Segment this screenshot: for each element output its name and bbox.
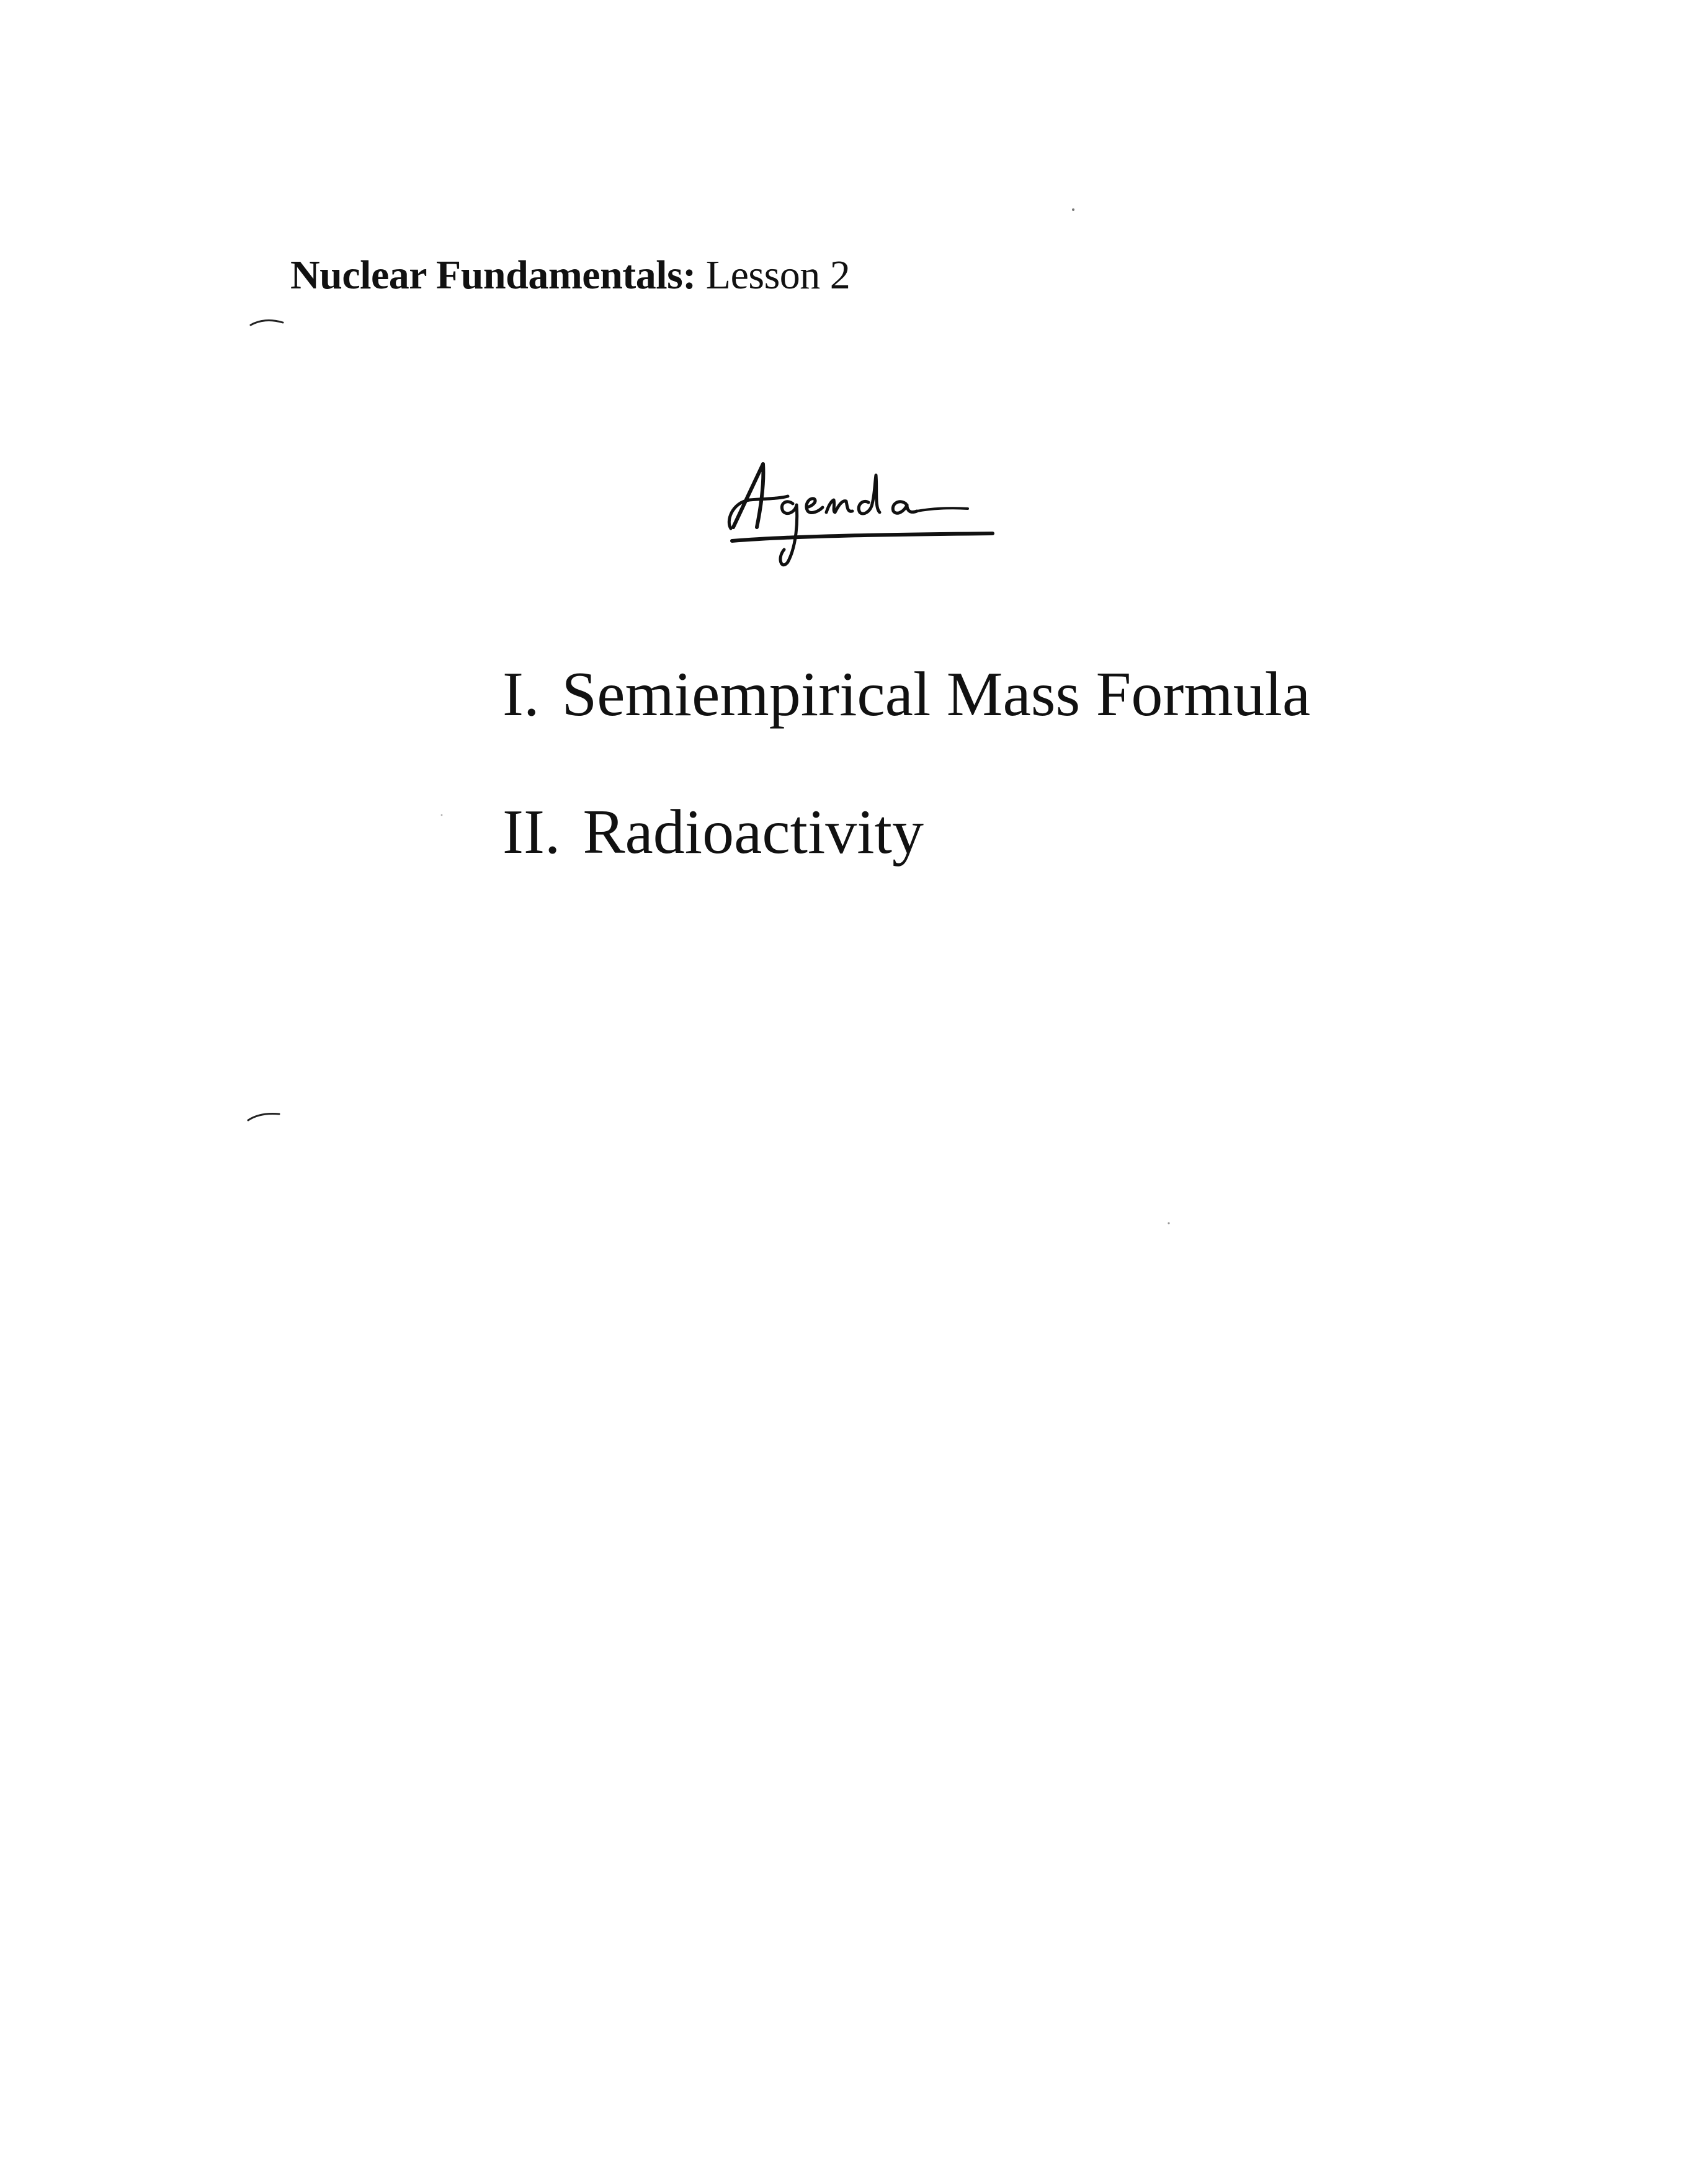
agenda-item-title: Semiempirical Mass Formula: [561, 659, 1311, 729]
agenda-list: [502, 657, 1310, 933]
handwritten-agenda-heading: [720, 434, 1005, 571]
scan-mark: [1070, 207, 1077, 212]
agenda-item-2: [502, 795, 1310, 870]
lesson-label: Lesson 2: [705, 252, 851, 298]
agenda-item-1: [502, 657, 1310, 732]
scan-mark: [1166, 1221, 1171, 1226]
document-header: [290, 251, 850, 300]
scan-mark: [439, 813, 444, 818]
scan-mark: [246, 1110, 283, 1123]
scan-mark: [248, 316, 285, 329]
agenda-item-numeral: II.: [502, 797, 561, 867]
agenda-item-title: Radioactivity: [583, 797, 924, 867]
agenda-item-numeral: I.: [502, 659, 540, 729]
course-title: Nuclear Fundamentals:: [290, 252, 696, 298]
